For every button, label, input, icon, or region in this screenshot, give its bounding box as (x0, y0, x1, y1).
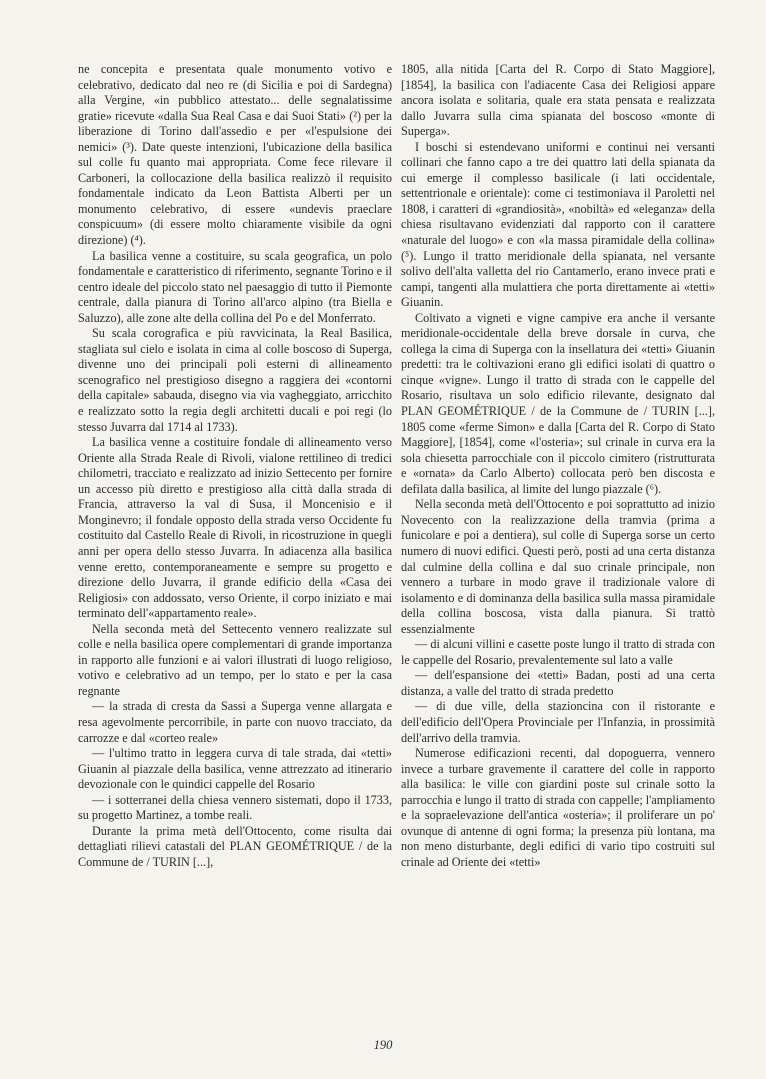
paragraph: Durante la prima metà dell'Ottocento, come risulta dai dettagliati rilievi catastali del PLAN GEOMÉTRIQUE / de la Commune de / TURIN [...], (78, 823, 392, 869)
paragraph: ne concepita e presentata quale monumento votivo e celebrativo, dedicato dal neo re (di Sicilia e poi di Sardegna) alla Vergine, «in pubblico attestato... delle segnalatissime gratie» ricevute «dalla Sua Real Casa e dai Suoi Stati» (²) per la liberazione di Torino dall'assedio e per «l'espulsione dei nemici» (³). Date queste intenzioni, l'ubicazione della basilica sul colle fu quanto mai appropriata. Come fece rilevare il Carboneri, la collocazione della basilica realizzò il requisito fondamentale indicato da Leon Battista Alberti per un monumento celebrativo, di essere «undevis praeclare conspicuum» (di essere molto chiaramente visibile da ogni direzione) (⁴). (78, 62, 392, 248)
dash-item: — i sotterranei della chiesa vennero sistemati, dopo il 1733, su progetto Martinez, a tombe reali. (78, 792, 392, 823)
paragraph: Numerose edificazioni recenti, dal dopoguerra, vennero invece a turbare gravemente il carattere del colle in rapporto alla basilica: le ville con giardini poste sul crinale sotto la parrocchia e lungo il tratto di strada con cappelle; l'ampliamento e la sopraelevazione dell'antica «osteria»; il proliferare un po' ovunque di antenne di ogni forma; la presenza più lontana, ma non meno disturbante, degli edifici di vario tipo costruiti sul crinale ad Oriente dei «tetti» (401, 746, 715, 869)
paragraph: Coltivato a vigneti e vigne campive era anche il versante meridionale-occidentale della breve dorsale in curva, che collega la cima di Superga con la insellatura dei «tetti» Giuanin predetti: tra le coltivazioni erano gli edifici isolati di quattro o cinque «vigne». Lungo il tratto di strada con le cappelle del Rosario, risultava un solo edificio rilevante, designato dal PLAN GEOMÉTRIQUE / de la Commune de / TURIN [...], 1805 come «ferme Simon» e dalla [Carta del R. Corpo di Stato Maggiore], [1854], come «l'osteria»; sul crinale in curva era la sola chiesetta parrocchiale con il piccolo cimitero (ristrutturata e «ornata» da Carlo Alberto) collocata però ben discosta e defilata dalla basilica, al limite del lungo piazzale (⁶). (401, 310, 715, 496)
dash-item: — di alcuni villini e casette poste lungo il tratto di strada con le cappelle del Rosario, prevalentemente sul lato a valle (401, 637, 715, 667)
paragraph: La basilica venne a costituire fondale di allineamento verso Oriente alla Strada Reale di Rivoli, vialone rettilineo di tredici chilometri, tracciato e realizzato ad inizio Settecento per fornire un accesso più diretto e prestigioso alla città dalla strada di Francia, attraverso la val di Susa, il Moncenisio e il Monginevro; il fondale opposto della strada verso Occidente fu costituito dal Castello Reale di Rivoli, in ricostruzione in quegli anni per opera dello stesso Juvarra. In adiacenza alla basilica venne eretto, contemporaneamente e sempre su progetto e direzione dello Juvarra, il grande edificio della «Casa dei Religiosi» con addossato, verso Oriente, il corpo iniziato e mai terminato dell'«appartamento reale». (78, 435, 392, 621)
paragraph: I boschi si estendevano uniformi e continui nei versanti collinari che fanno capo a tre dei quattro lati della spianata da cui emerge il complesso basilicale (i lati occidentale, settentrionale e orientale): come ci testimoniava il Paroletti nel 1808, i caratteri di «grandiosità», «nobiltà» ed «eleganza» della chiesa risultavano evidenziati dal rapporto con il carattere «naturale del luogo» e con «la massa piramidale della collina» (⁵). Lungo il tratto meridionale della spianata, nel versante solivo dell'alta valletta del rio Cantamerlo, erano invece prati e campi, tangenti alla mulattiera che porta direttamente ai «tetti» Giuanin. (401, 139, 715, 310)
dash-item: — di due ville, della stazioncina con il ristorante e dell'edificio dell'Opera Provinciale per l'Infanzia, in prossimità dell'arrivo della tramvia. (401, 699, 715, 745)
left-column (78, 62, 392, 870)
paragraph: Su scala corografica e più ravvicinata, la Real Basilica, stagliata sul cielo e isolata in cima al colle boscoso di Superga, divenne uno dei principali poli esterni di allineamento scenografico nel prestigioso disegno a raggiera dei «contorni della capitale» sabauda, disegno via via vagheggiato, arricchito e realizzato sotto la regia degli architetti ducali e poi regi (lo stesso Juvarra dal 1714 al 1733). (78, 326, 392, 434)
right-column (401, 62, 715, 870)
paragraph: Nella seconda metà del Settecento vennero realizzate sul colle e nella basilica opere complementari di grande importanza in rapporto alle funzioni e ai valori illustrati di luogo religioso, votivo e celebrativo ad un tempo, per lo stato e per la casa regnante (78, 621, 392, 698)
dash-item: — l'ultimo tratto in leggera curva di tale strada, dai «tetti» Giuanin al piazzale della basilica, venne attrezzato ad itinerario devozionale con le quindici cappelle del Rosario (78, 746, 392, 792)
dash-item: — dell'espansione dei «tetti» Badan, posti ad una certa distanza, a valle del tratto di strada predetto (401, 668, 715, 698)
paragraph: La basilica venne a costituire, su scala geografica, un polo fondamentale e caratteristico di riferimento, segnante Torino e il centro ideale del piccolo stato nel paesaggio di tutto il Piemonte centrale, dalla pianura di Torino all'arco alpino (tra Biella e Saluzzo), alle zone alte della collina del Po e del Monferrato. (78, 248, 392, 325)
page-number: 190 (373, 1038, 393, 1052)
dash-item: — la strada di cresta da Sassi a Superga venne allargata e resa agevolmente percorribile, in parte con nuovo tracciato, da carrozze e dal «corteo reale» (78, 699, 392, 745)
paragraph: 1805, alla nitida [Carta del R. Corpo di Stato Maggiore], [1854], la basilica con l'adiacente Casa dei Religiosi appare ancora isolata e solitaria, quale era stata pensata e realizzata dallo Juvarra sulla cima spianata del boscoso «monte di Superga». (401, 62, 715, 139)
paragraph: Nella seconda metà dell'Ottocento e poi soprattutto ad inizio Novecento con la realizzazione della tramvia (prima a funicolare e poi a dentiera), sul colle di Superga sorse un certo numero di nuovi edifici. Questi però, posti ad una certa distanza dal culmine della collina e dal suo crinale principale, non vennero a turbare in modo grave il tradizionale valore di isolamento e di dominanza della basilica sulla massa piramidale della collina boscosa, vista dalla pianura. Si trattò essenzialmente (401, 497, 715, 636)
